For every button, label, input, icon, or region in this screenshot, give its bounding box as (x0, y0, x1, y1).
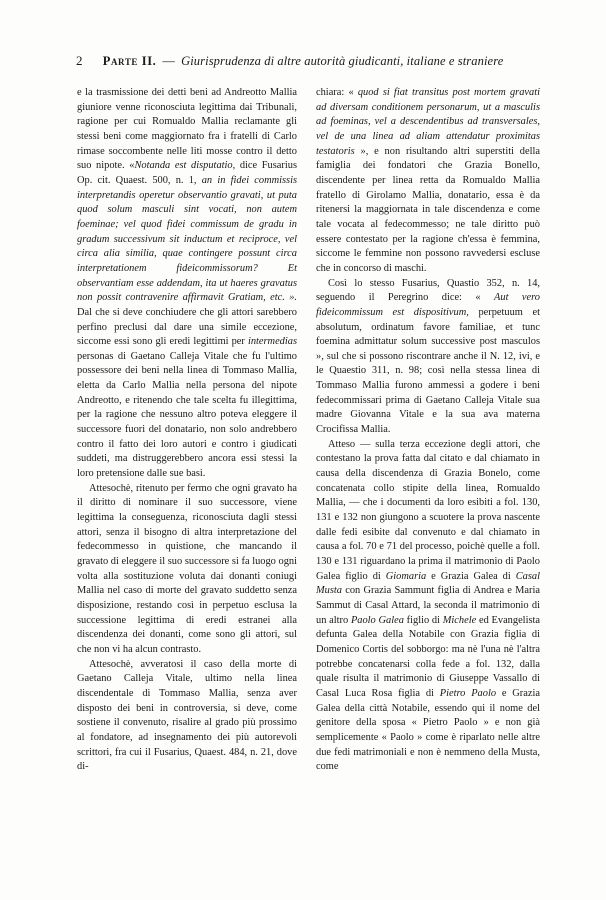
running-title: Giurisprudenza di altre autorità giudicanti, italiane e straniere (181, 54, 504, 68)
text-run: e la trasmissione dei detti beni ad Andreotto Mallia giuniore venne riconosciuta legittima dai Tribunali, ragione per cui Romualdo Mallia reclamante gli stessi beni come maggiornato fra i fratelli di Carlo rimase soccombente nelle liti mosse contro il detto suo nipote. « (77, 87, 297, 172)
italic-text-run: Casal Musta (316, 570, 540, 597)
text-run: Così lo stesso Fusarius, Quastio 352, n. 14, seguendo il Peregrino dice: « (316, 277, 540, 304)
italic-text-run: intermedias (247, 336, 297, 348)
paragraph (316, 438, 540, 775)
text-run: e Grazia Galea della città Notabile, essendo qui il nome del genitore della sposa « Pietro Paolo » e non già semplicemente « Paolo » come è riparlato nelle altre due fedi matrimoniali e non è nemmeno della Musta, come (316, 687, 540, 773)
text-run: Dal che si deve conchiudere che gli attori sarebbero perfino preclusi dal dare una simile eccezione, siccome essi sono gli eredi legittimi per (77, 306, 297, 348)
running-header (76, 53, 528, 73)
page-number: 2 (76, 53, 83, 68)
left-text-column (77, 86, 297, 775)
text-run: Attesochè, avveratosi il caso della morte di Gaetano Calleja Vitale, ultimo nella linea discendentale di Tommaso Mallia, senza aver disposto dei beni in controversia, si deve, come sostiene il convenuto, risalire al grado più prossimo al fondatore, ad insegnamento dei più autorevoli scrittori, fra cui il Fusarius, Quaest. 484, n. 21, dove di- (77, 658, 297, 773)
text-run: personas di Gaetano Calleja Vitale che fu l'ultimo possessore dei beni nella linea di Tommaso Mallia, eletta da Carlo Mallia nella persona del nipote Andreotto, e ritenendo che tale scelta fu illegittima, per la ragione che nessuno altro poteva eleggere il successore fuori del donatario, non solo andrebbero contro il fatto dei loro autori e contro i giudicati suddeti, ma distruggerebbero ancora essi stessi la loro pretensione dalle sue basi. (77, 350, 297, 480)
italic-text-run: Pietro Paolo (439, 687, 497, 699)
paragraph (77, 482, 297, 658)
text-run: e Grazia Galea di (426, 570, 516, 582)
italic-text-run: Paolo Galea (350, 614, 404, 626)
italic-text-run: Michele (442, 614, 477, 626)
italic-text-run: quod si fiat transitus post mortem gravati ad diversam conditionem personarum, ut a masculis ad foeminas, vel a descendentibus ad transversales, vel de una linea ad aliam attendatur proximitas testatoris (316, 87, 540, 157)
right-text-column (316, 86, 540, 775)
text-run: con Grazia Sammunt figlia di Andrea e Maria Sammut di Casal Attard, la seconda il matrimonio di un altro (316, 585, 540, 626)
paragraph (316, 86, 540, 277)
italic-text-run: Notanda est disputatio, (134, 160, 236, 172)
text-run: perpetuum et absolutum, ordinatum favore familiae, et tunc foemina admittatur solum successive post masculos », sul che si possono riscontrare anche il N. 12, ivi, e le Quaestio 311, n. 98; così nella stessa linea di Tommaso Mallia furono ammessi a godere i beni fedecommissari prima di Gaetano Calleja Vitale sua madre Giovanna Vitale e la sua ava materna Crocifissa Mallia. (316, 306, 540, 436)
paragraph (316, 277, 540, 438)
text-run: dice Fusarius Op. cit. Quaest. 500, n. 1, (77, 160, 297, 186)
header-dash: — (162, 54, 176, 68)
text-run: », e non risultando altri superstiti della famiglia dei fondatori che Grazia Bonello, discendente per linea retta da Romualdo Mallia fratello di Girolamo Mallia, donatario, essa è da ritenersi la maggiornata in tale discendenza e come tale vocata al fedecommesso; ne tale diritto può essere contestato per la ragione ch'essa è femmina, siccome le femmine non possono ravvedersi escluse che in concorso di maschi. (316, 145, 540, 274)
text-run: Atteso — sulla terza eccezione degli attori, che contestano la prova fatta dal citato e dal chiamato in causa della discendenza di Grazia Bonelo, come concatenata collo stipite della linea, Romualdo Mallia, — che i documenti da loro esibiti a fol. 130, 131 e 132 non giungono a scuotere la prova nascente dalle fedi esibite dal convenuto e dal chiamato in causa a fol. 70 e 71 del processo, poichè quelle a foll. 130 e 131 riguardano la prima il matrimonio di Paolo Galea figlio di (316, 438, 540, 582)
italic-text-run: Aut vero fideicommissum est dispositivum, (316, 292, 540, 318)
italic-text-run: Giomaria (385, 570, 427, 582)
paragraph (77, 658, 297, 775)
text-run: figlio di (403, 614, 443, 626)
paragraph (77, 86, 297, 482)
italic-text-run: an in fidei commissis interpretandis operetur observantio gravati, ut puta quod solum masculi sint vocati, non autem foeminae; vel quod fidei commissum de gradu in gradum successivum sit inductum et reciproce, vel circa alia similia, quae contingere possunt circa interpretationem fideicommissorum? Et observantiam esse addendam, ita ut haeres gravatus non possit contravenire affirmavit Gratiam, etc. ». (77, 174, 298, 304)
text-run: chiara: « (316, 87, 358, 98)
text-run: ed Evangelista defunta Galea della Notabile con Grazia figlia di Domenico Cortis del sobborgo: ma nè l'una nè l'altra potrebbe concatenarsi colla fede a fol. 132, dalla quale risulta il matrimonio di Giuseppe Vassallo di Casal Luca Rosa figlia di (316, 614, 540, 699)
part-label: Parte II. (102, 54, 157, 68)
text-run: Attesochè, ritenuto per fermo che ogni gravato ha il diritto di nominare il suo successore, viene legittima la conseguenza, riconosciuta dagli stessi attori, senza il bisogno di altra interpretazione del fedecommesso in quistione, che mancando il gravato di eleggere il suo successore si fa luogo ogni volta alla sostituzione voluta dai donanti coniugi Mallia nel caso di morte del gravato suddetto senza disposizione, restando così in perpetuo esclusa la successione legittima di eredi estranei alla discendenza dei donanti, come sono gli attori, sul che non vi ha alcun contrasto. (77, 482, 297, 655)
